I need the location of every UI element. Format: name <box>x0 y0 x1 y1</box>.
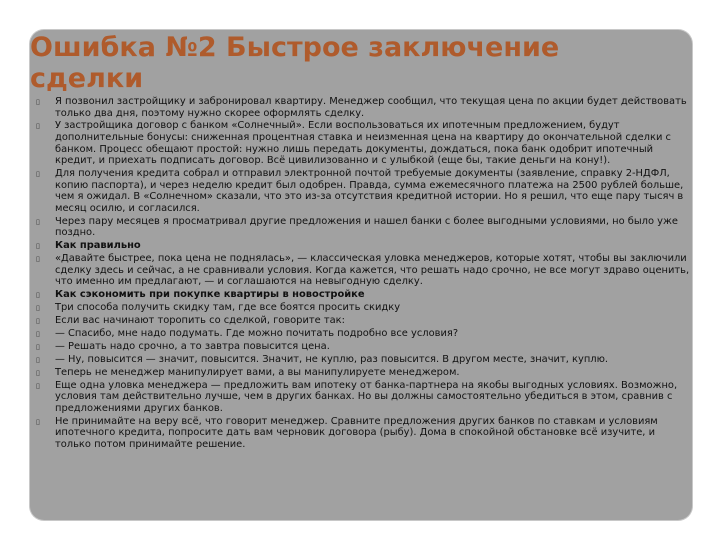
bullet-icon: ▯ <box>36 417 40 426</box>
list-item-text: Теперь не менеджер манипулирует вами, а вы манипулируете менеджером. <box>55 366 460 378</box>
list-item-text: — Решать надо срочно, а то завтра повысится цена. <box>55 340 330 352</box>
list-item <box>36 302 692 314</box>
list-item-heading: Как сэкономить при покупке квартиры в новостройке <box>55 289 365 301</box>
list-item-text: «Давайте быстрее, пока цена не поднялась», — классическая уловка менеджеров, которые хотят, чтобы вы заключили сделку здесь и сейчас, а не сравнивали условия. Когда кажется, что решать надо срочно, не все могут здраво оценить, что именно им предлагают, — и соглашаются на невыгодную сделку. <box>55 253 690 288</box>
list-item-heading: Как правильно <box>55 240 141 252</box>
bullet-icon: ▯ <box>36 342 40 351</box>
list-item <box>36 380 692 415</box>
bullet-icon: ▯ <box>36 242 40 251</box>
bullet-icon: ▯ <box>36 317 40 326</box>
bullet-icon: ▯ <box>36 304 40 313</box>
list-item-text: Не принимайте на веру всё, что говорит менеджер. Сравните предложения других банков по ставкам и условиям ипотечного кредита, попросите дать вам черновик договора (рыбу). Дома в спокойной обстановке всё изучите, и только потом принимайте решение. <box>55 415 658 450</box>
list-item <box>36 416 692 451</box>
list-item <box>36 216 692 239</box>
list-item-text: Через пару месяцев я просматривал другие предложения и нашел банки с более выгодными условиями, но было уже поздно. <box>55 215 678 239</box>
list-item <box>36 168 692 214</box>
bullet-icon: ▯ <box>36 122 40 131</box>
bullet-icon: ▯ <box>36 170 40 179</box>
list-item <box>36 253 692 288</box>
bullet-icon: ▯ <box>36 381 40 390</box>
bullet-icon: ▯ <box>36 291 40 300</box>
bullet-icon: ▯ <box>36 329 40 338</box>
list-item <box>36 341 692 353</box>
list-item <box>36 315 692 327</box>
list-item <box>36 120 692 166</box>
list-item-text: — Спасибо, мне надо подумать. Где можно почитать подробно все условия? <box>55 327 459 339</box>
bullet-icon: ▯ <box>36 355 40 364</box>
bullet-icon: ▯ <box>36 255 40 264</box>
bullet-list <box>36 96 692 452</box>
list-item <box>36 289 692 301</box>
list-item-text: Я позвонил застройщику и забронировал квартиру. Менеджер сообщил, что текущая цена по акции будет действовать только два дня, поэтому нужно скорее оформлять сделку. <box>55 96 687 119</box>
bullet-icon: ▯ <box>36 217 40 226</box>
list-item <box>36 240 692 252</box>
list-item-text: Три способа получить скидку там, где все боятся просить скидку <box>55 302 401 314</box>
list-item-text: Еще одна уловка менеджера — предложить вам ипотеку от банка-партнера на якобы выгодных условиях. Возможно, условия там действительно лучше, чем в других банках. Но вы должны самостоятельно убедиться в этом, сравнив с предложениями других банков. <box>55 379 678 414</box>
list-item-text: Если вас начинают торопить со сделкой, говорите так: <box>55 315 345 327</box>
list-item <box>36 96 692 119</box>
list-item <box>36 367 692 379</box>
list-item-text: Для получения кредита собрал и отправил электронной почтой требуемые документы (заявление, справку 2-НДФЛ, копию паспорта), и через неделю кредит был одобрен. Правда, сумма ежемесячного платежа на 2500 рублей больше, чем я ожидал. В «Солнечном» сказали, что это из-за отсутствия кредитной истории. Но я решил, что еще пару тысяч в месяц осилю, и согласился. <box>55 168 684 214</box>
bullet-icon: ▯ <box>36 98 40 106</box>
list-item <box>36 354 692 366</box>
list-item-text: — Ну, повысится — значит, повысится. Значит, не куплю, раз повысится. В другом месте, значит, куплю. <box>55 353 609 365</box>
list-item-text: У застройщика договор с банком «Солнечный». Если воспользоваться их ипотечным предложением, будут дополнительные бонусы: сниженная процентная ставка и неизменная цена на квартиру до окончательной сделки с банком. Процесс обещают простой: нужно лишь передать документы, дождаться, пока банк одобрит ипотечный кредит, и приехать подписать договор. Всё цивилизованно и с улыбкой (еще бы, такие деньги на кону!). <box>55 120 671 167</box>
slide-title: Ошибка №2 Быстрое заключение сделки <box>30 32 560 94</box>
bullet-icon: ▯ <box>36 368 40 377</box>
list-item <box>36 328 692 340</box>
